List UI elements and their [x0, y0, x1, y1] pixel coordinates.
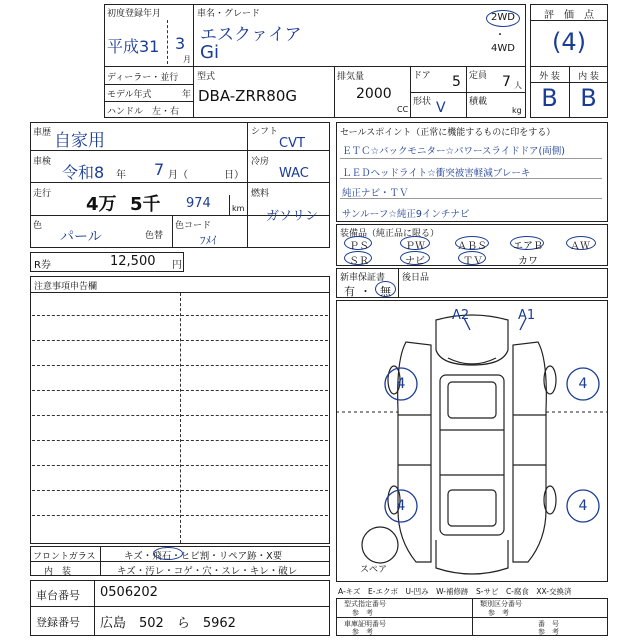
- chip-circle: [153, 547, 183, 560]
- equip-airbag: エアＢ: [513, 241, 543, 252]
- damage-mark-a2: A2: [452, 308, 470, 323]
- equip-tv: ＴＶ: [463, 256, 483, 267]
- equip-sr: ＳＲ: [349, 256, 369, 267]
- mileage-man: 4万: [86, 194, 117, 215]
- dealer-label: ディーラー・並行: [107, 73, 179, 83]
- cert-ref-4: 参 考: [538, 628, 559, 636]
- color-change-label: 色替: [145, 231, 164, 241]
- displacement-label: 排気量: [337, 72, 365, 82]
- cert-ref-2: 参 考: [488, 609, 509, 617]
- chassis-value: 0506202: [100, 585, 158, 600]
- km-unit: km: [232, 204, 245, 213]
- damage-legend: A-キズ E-エクボ U-凹み W-補修跡 S-サビ C-腐食 XX-交換済: [338, 587, 572, 596]
- equipment-label: 装備品（純正品に限る）: [340, 229, 440, 239]
- recycle-block: [30, 252, 184, 272]
- notes-label: 注意事項申告欄: [34, 282, 98, 292]
- fuel-label: 燃料: [251, 189, 270, 199]
- interior-label: 内 装: [578, 72, 599, 82]
- equip-aw: ＡＷ: [570, 241, 590, 252]
- recycle-yen: 円: [172, 260, 182, 271]
- tire-mark-front-left: 4: [396, 376, 406, 392]
- tire-mark-front-right: 4: [578, 376, 588, 392]
- grade: Gi: [200, 42, 219, 63]
- capacity-value: 7: [502, 74, 511, 90]
- interior-grade: B: [580, 84, 597, 112]
- cert-label-1: 型式指定番号: [344, 600, 386, 608]
- equip-ps: ＰＳ: [349, 241, 369, 252]
- recycle-amount: 12,500: [110, 254, 156, 269]
- equip-pw: ＰＷ: [405, 241, 425, 252]
- door-label: ドア: [413, 71, 431, 81]
- cert-label-3: 車庫証明番号: [344, 620, 386, 628]
- rating-label: 評 価 点: [544, 10, 594, 21]
- model-name-label: 車名・グレード: [197, 9, 261, 19]
- color-label: 色: [33, 221, 43, 231]
- chassis-label: 車台番号: [36, 589, 80, 602]
- aftermarket-label: 後日品: [402, 273, 430, 283]
- handle-label: ハンドル 左・右: [107, 107, 180, 117]
- sales-point-2: ＬＥＤヘッドライト☆衝突被害軽減ブレーキ: [342, 168, 531, 179]
- sales-point-1: ＥＴＣ☆バックモニター☆パワースライドドア(両側): [342, 146, 565, 157]
- month-unit: 月: [183, 55, 191, 64]
- inspection-era: 令和8: [62, 163, 105, 182]
- model-year-label: モデル年式: [107, 90, 152, 100]
- exterior-label: 外 装: [539, 72, 560, 82]
- model-name: エスクァイア: [200, 25, 302, 45]
- body-value: V: [436, 100, 446, 116]
- fuel-value: ガソリン: [266, 209, 319, 224]
- inspection-month: 7: [154, 160, 165, 179]
- shift-label: シフト: [251, 127, 279, 137]
- equip-navi: ナビ: [405, 256, 425, 267]
- rating-score: (4): [552, 28, 586, 56]
- ac-value: WAC: [279, 166, 309, 181]
- usage-label: 車歴: [33, 128, 52, 138]
- year-unit: 年: [182, 90, 192, 100]
- inspection-day-unit: 日）: [224, 170, 244, 181]
- reg-label: 登録番号: [36, 616, 80, 629]
- color-code-label: 色コード: [175, 221, 212, 231]
- interior-glass-label: 内 装: [44, 567, 72, 577]
- cert-label-2: 類別区分番号: [480, 600, 522, 608]
- drive-dot: ・: [495, 30, 505, 41]
- equip-leather: カワ: [518, 256, 538, 267]
- sales-point-4: サンルーフ☆純正9インチナビ: [342, 209, 470, 220]
- person-unit: 人: [514, 81, 522, 90]
- first-reg-era-year: 平成31: [107, 37, 160, 56]
- tire-mark-rear-left: 4: [396, 498, 406, 514]
- drive-4wd: 4WD: [491, 43, 515, 54]
- drive-2wd: 2WD: [491, 12, 515, 23]
- tire-mark-rear-right: 4: [578, 498, 588, 514]
- shift-value: CVT: [279, 136, 305, 151]
- cc-unit: CC: [397, 105, 409, 114]
- exterior-grade: B: [541, 84, 558, 112]
- warranty-no: 無: [380, 285, 391, 298]
- type-label: 型式: [197, 72, 216, 82]
- inspection-label: 車検: [33, 157, 52, 167]
- displacement-value: 2000: [356, 86, 392, 102]
- color-value: パール: [60, 229, 102, 245]
- cert-ref-3: 参 考: [352, 628, 373, 636]
- mileage-label: 走行: [33, 189, 52, 199]
- front-glass-text: キズ・飛石・ヒビ割・リペア跡・X要: [124, 551, 283, 562]
- cert-label-4: 番 号: [538, 620, 559, 628]
- damage-mark-a1: A1: [518, 308, 536, 323]
- warranty-dot: ・: [360, 285, 371, 298]
- warranty-label: 新車保証書: [340, 273, 386, 283]
- sales-points-label: セールスポイント（正常に機能するものに印をする）: [340, 128, 556, 138]
- ac-label: 冷房: [251, 157, 270, 167]
- warranty-yes: 有: [344, 285, 355, 298]
- mileage-sen: 5千: [130, 194, 161, 215]
- inspection-month-unit: 月（: [168, 170, 188, 181]
- mileage-rest: 974: [186, 196, 211, 211]
- interior-glass-text: キズ・汚レ・コゲ・穴・スレ・キレ・破レ: [117, 566, 298, 577]
- load-label: 積載: [469, 97, 488, 107]
- equip-abs: ＡＢＳ: [457, 241, 487, 252]
- color-code-value: ﾌﾒｲ: [200, 234, 217, 247]
- car-diagram: [336, 300, 608, 582]
- reg-value: 広島 502 ら 5962: [100, 616, 236, 631]
- spare-label: スペア: [360, 565, 388, 575]
- front-glass-label: フロントガラス: [33, 552, 96, 562]
- first-reg-label: 初度登録年月: [107, 9, 162, 19]
- usage-value: 自家用: [54, 131, 105, 151]
- inspection-year-unit: 年: [116, 170, 126, 181]
- body-label: 形状: [413, 97, 432, 107]
- sales-point-3: 純正ナビ・ＴＶ: [342, 188, 409, 199]
- first-reg-month: 3: [175, 34, 186, 53]
- type-value: DBA-ZRR80G: [198, 87, 298, 105]
- capacity-label: 定員: [469, 71, 488, 81]
- recycle-label: R券: [34, 260, 51, 271]
- kg-unit: kg: [512, 106, 522, 115]
- cert-ref-1: 参 考: [352, 609, 373, 617]
- door-value: 5: [452, 74, 461, 90]
